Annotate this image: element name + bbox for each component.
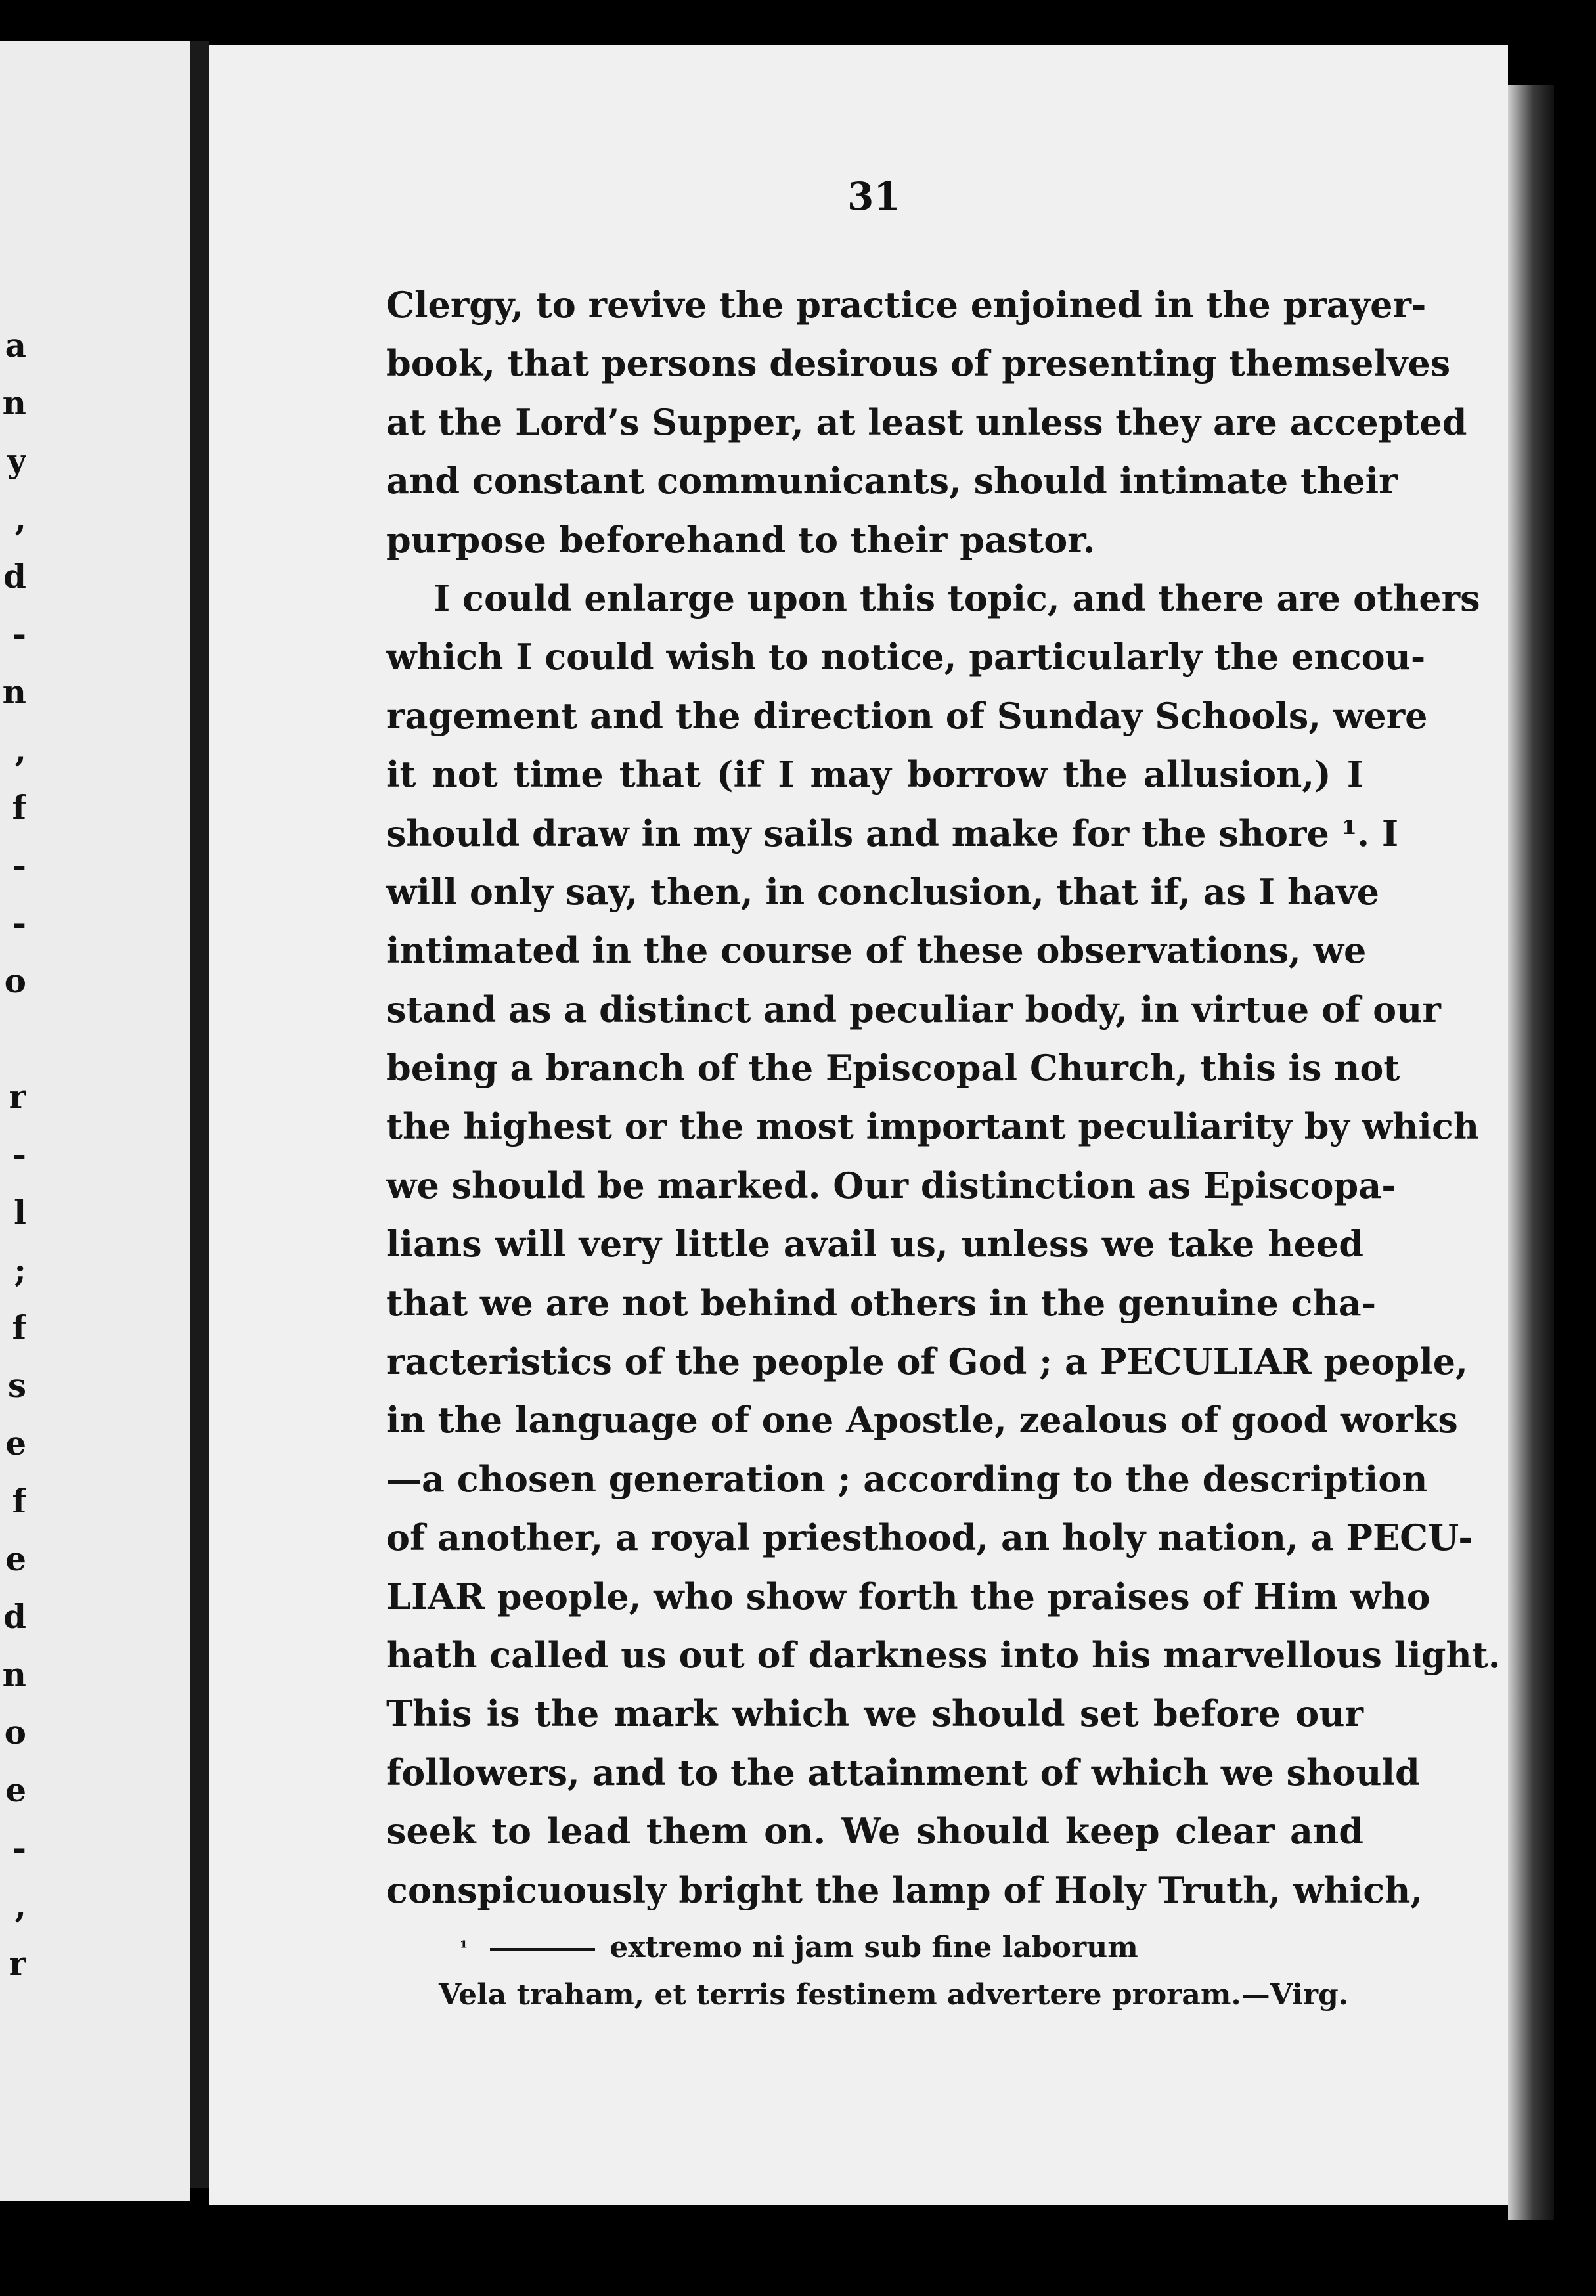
text-line: stand as a distinct and peculiar body, in virtue of our	[386, 988, 1441, 1030]
text-line: lians will very little avail us, unless we take heed	[386, 1223, 1363, 1266]
footnote-dash	[490, 1948, 595, 1951]
previous-page	[0, 41, 190, 2201]
previous-page-fragment: -	[12, 1135, 26, 1174]
previous-page-fragment: n	[2, 1655, 26, 1694]
text-line: Clergy, to revive the practice enjoined in the prayer-	[386, 284, 1427, 326]
text-line: which I could wish to notice, particularly the encou-	[386, 636, 1426, 678]
previous-page-fragment: d	[3, 1597, 26, 1636]
previous-page-fragment: n	[2, 673, 26, 711]
previous-page-fragment: o	[4, 961, 26, 1000]
previous-page-fragment: ,	[14, 1886, 26, 1925]
previous-page-fragment: o	[4, 1713, 26, 1752]
previous-page-fragment: f	[12, 1308, 26, 1347]
text-line: being a branch of the Episcopal Church, this is not	[386, 1047, 1400, 1090]
text-line: purpose beforehand to their pastor.	[386, 518, 1096, 561]
previous-page-fragment	[0, 1010, 26, 1068]
text-line: racteristics of the people of God ; a PECULIAR people,	[386, 1340, 1468, 1383]
previous-page-fragment: r	[9, 1077, 26, 1116]
text-line: seek to lead them on. We should keep clear and	[386, 1810, 1363, 1853]
text-line: conspicuously bright the lamp of Holy Truth, which,	[386, 1868, 1423, 1911]
book-gutter	[190, 41, 209, 2188]
previous-page-fragment: f	[12, 788, 26, 827]
text-line: and constant communicants, should intimate their	[386, 460, 1398, 502]
previous-page-fragment: -	[12, 904, 26, 942]
previous-page-fragment: e	[5, 1771, 26, 1809]
text-line: intimated in the course of these observations, we	[386, 929, 1367, 972]
previous-page-fragment: a	[5, 326, 26, 364]
text-line: hath called us out of darkness into his marvellous light.	[386, 1633, 1501, 1676]
previous-page-fragment: -	[12, 1828, 26, 1867]
text-line: followers, and to the attainment of which we should	[386, 1751, 1420, 1794]
text-line: of another, a royal priesthood, an holy nation, a PECU-	[386, 1516, 1473, 1559]
text-line: I could enlarge upon this topic, and there are others	[433, 577, 1480, 619]
text-line: in the language of one Apostle, zealous of good works	[386, 1399, 1458, 1442]
text-line: ragement and the direction of Sunday Schools, were	[386, 694, 1428, 737]
previous-page-fragment: s	[7, 1366, 26, 1405]
text-line: we should be marked. Our distinction as Episcopa-	[386, 1164, 1396, 1206]
footnote-line: Vela traham, et terris festinem advertere proram.—Virg.	[439, 1978, 1349, 2012]
page-number: 31	[847, 174, 900, 219]
page-edge-shadow	[1508, 85, 1554, 2220]
body-text	[386, 276, 1501, 1920]
footnote-line	[460, 1924, 1333, 1972]
previous-page-fragment: e	[5, 1539, 26, 1578]
previous-page-fragment: y	[7, 441, 26, 480]
footnote-marker: ¹	[460, 1937, 468, 1958]
text-line: it not time that (if I may borrow the allusion,) I	[386, 753, 1363, 796]
previous-page-line-endings	[0, 317, 26, 1993]
footnote	[439, 1924, 1349, 2019]
previous-page-fragment: n	[2, 384, 26, 422]
text-line: book, that persons desirous of presenting themselves	[386, 342, 1451, 385]
previous-page-fragment: -	[12, 615, 26, 653]
text-line: LIAR people, who show forth the praises of Him who	[386, 1575, 1430, 1618]
footnote-text: extremo ni jam sub fine laborum	[610, 1931, 1138, 1964]
text-line: will only say, then, in conclusion, that if, as I have	[386, 870, 1379, 913]
previous-page-fragment: d	[3, 557, 26, 596]
text-line: that we are not behind others in the genuine cha-	[386, 1281, 1377, 1324]
previous-page-fragment: e	[5, 1424, 26, 1463]
text-line: at the Lord’s Supper, at least unless they are accepted	[386, 401, 1467, 443]
previous-page-fragment: ;	[14, 1250, 26, 1289]
text-line: This is the mark which we should set before our	[386, 1692, 1363, 1735]
text-line: the highest or the most important peculiarity by which	[386, 1105, 1480, 1148]
previous-page-fragment: -	[12, 846, 26, 885]
previous-page-fragment: l	[14, 1193, 26, 1231]
text-line: should draw in my sails and make for the shore ¹. I	[386, 812, 1399, 854]
previous-page-fragment: f	[12, 1482, 26, 1520]
previous-page-fragment: ,	[14, 499, 26, 538]
previous-page-fragment: r	[9, 1944, 26, 1983]
previous-page-fragment: ,	[14, 730, 26, 769]
text-line: —a chosen generation ; according to the description	[386, 1457, 1428, 1500]
